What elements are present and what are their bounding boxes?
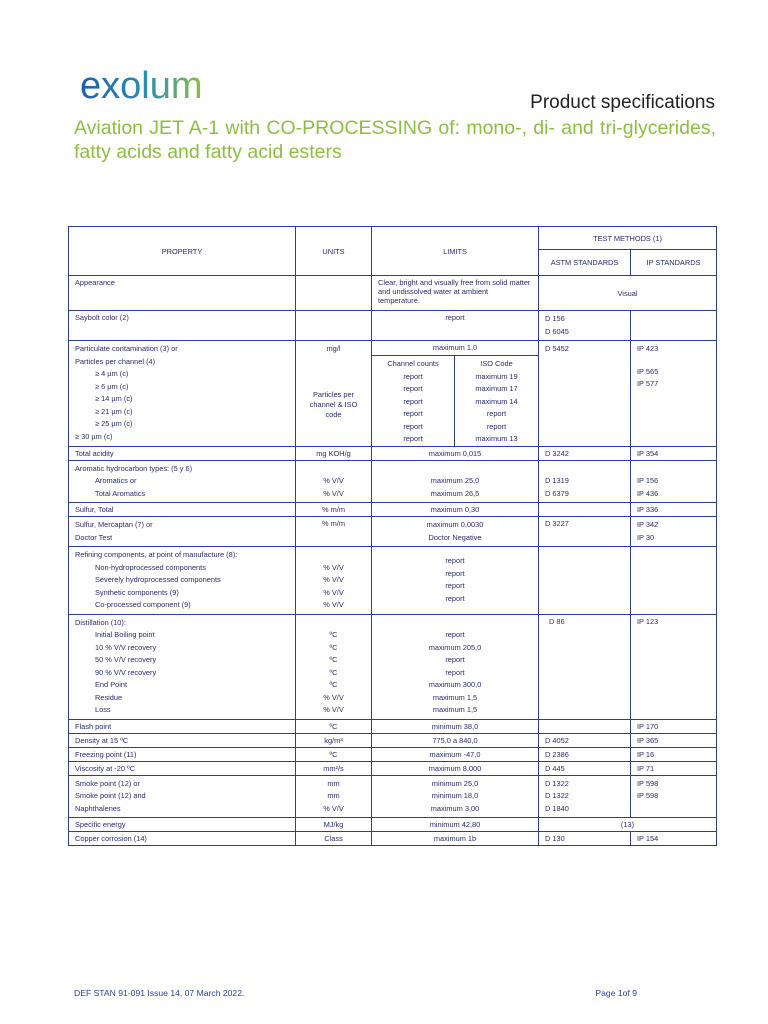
channel-value: report	[403, 396, 423, 406]
cell-property	[69, 614, 296, 719]
astm-line: D 1840	[545, 803, 569, 813]
limits-line: report	[445, 593, 465, 603]
cell-astm	[539, 503, 631, 517]
property-line: Aromatic hydrocarbon types: (5 y 6)	[75, 463, 193, 473]
channel-value: report	[403, 421, 423, 431]
property-line: Aromatics or	[95, 476, 137, 485]
cell-limits: minimum 38,0	[372, 719, 539, 733]
header-ip: IP STANDARDS	[631, 250, 717, 276]
cell-property	[69, 517, 296, 547]
iso-header: ISO Code	[480, 359, 513, 368]
table-row	[69, 276, 717, 311]
cell-ip: IP 336	[631, 503, 717, 517]
property-line: Sulfur, Mercaptan (7) or	[75, 520, 153, 529]
limits-line: minimum 18,0	[431, 791, 479, 800]
property-line: Initial Boiling point	[95, 630, 155, 639]
cell-limits: maximum -47,0	[372, 747, 539, 761]
ip-line: IP 577	[637, 379, 659, 388]
property-line: Doctor Test	[75, 532, 113, 542]
cell-limits: 775,0 a 840,0	[372, 733, 539, 747]
cell-methods: (13)	[539, 818, 717, 832]
cell-ip	[631, 547, 717, 615]
units-line: ºC	[329, 680, 338, 689]
limits-line: maximum 205,0	[428, 642, 482, 652]
cell-methods: Visual	[539, 276, 717, 311]
iso-value: report	[486, 409, 507, 418]
cell-limits	[372, 775, 539, 818]
size-line: ≥ 6 µm (c)	[95, 381, 129, 391]
limits-line: maximum 1,5	[432, 692, 478, 702]
logo-text: exolum	[80, 65, 203, 107]
limits-line: report	[445, 630, 465, 639]
cell-astm: D 3242	[539, 446, 631, 460]
property-line: Naphthalenes	[75, 803, 121, 813]
iso-value: maximum 17	[475, 384, 518, 393]
cell-limits: minimum 42,80	[372, 818, 539, 832]
channel-header: Channel counts	[387, 359, 439, 368]
cell-astm	[539, 341, 631, 447]
property-line: 90 % V/V recovery	[95, 667, 157, 677]
cell-units	[296, 460, 372, 503]
astm-line: D 156	[545, 314, 565, 323]
footer-reference: DEF STAN 91-091 Issue 14, 07 March 2022.	[74, 988, 245, 998]
limits-line: maximum 25,0	[430, 476, 480, 485]
size-line: ≥ 30 µm (c)	[75, 431, 113, 441]
header-property: PROPERTY	[69, 227, 296, 276]
units-line: % V/V	[323, 705, 344, 714]
cell-units	[296, 311, 372, 341]
cell-limits	[372, 614, 539, 719]
ip-line: IP 342	[637, 520, 659, 529]
table-row	[69, 311, 717, 341]
cell-units	[296, 775, 372, 818]
astm-line: D 1319	[545, 476, 569, 485]
cell-property: Saybolt color (2)	[69, 311, 296, 341]
channel-value: report	[403, 384, 423, 393]
cell-astm	[539, 719, 631, 733]
cell-astm: D 2386	[539, 747, 631, 761]
header-test-methods: TEST METHODS (1)	[539, 227, 717, 250]
cell-units: mm²/s	[296, 761, 372, 775]
cell-limits: report	[372, 311, 539, 341]
property-line: 10 % V/V recovery	[95, 642, 157, 652]
ip-line: IP 436	[637, 488, 659, 498]
units-line: % V/V	[323, 803, 344, 813]
cell-units: mg KOH/g	[296, 446, 372, 460]
cell-astm: D 86	[539, 614, 631, 719]
channel-value: report	[403, 434, 423, 443]
property-line: 50 % V/V recovery	[95, 655, 157, 664]
cell-property: Specific energy	[69, 818, 296, 832]
units-line: mg/l	[326, 344, 341, 353]
units-line: % V/V	[323, 692, 344, 702]
cell-ip	[631, 775, 717, 818]
units-line: % V/V	[323, 488, 344, 498]
cell-property	[69, 775, 296, 818]
limits-line: maximum 26,5	[430, 488, 480, 498]
cell-ip	[631, 517, 717, 547]
limits-line: maximum 1,5	[432, 705, 478, 714]
limits-line: maximum 300,0	[428, 680, 482, 689]
channel-value: report	[403, 409, 423, 418]
cell-units: Class	[296, 832, 372, 846]
cell-property: Flash point	[69, 719, 296, 733]
units-line: Particles per channel & ISO code	[309, 389, 358, 419]
ip-line: IP 598	[637, 791, 659, 800]
cell-ip	[631, 341, 717, 447]
cell-property: Sulfur, Total	[69, 503, 296, 517]
table-row	[69, 818, 717, 832]
cell-ip: IP 154	[631, 832, 717, 846]
units-line: ºC	[329, 655, 338, 664]
astm-line: D 6379	[545, 488, 569, 498]
units-line: mm	[327, 791, 340, 800]
astm-line: D 6045	[545, 326, 569, 336]
cell-units	[296, 547, 372, 615]
property-line: Severely hydroprocessed components	[95, 575, 221, 584]
property-line: Loss	[95, 705, 111, 714]
iso-value: maximum 14	[475, 396, 518, 406]
size-line: ≥ 14 µm (c)	[95, 394, 133, 403]
cell-units: kg/m³	[296, 733, 372, 747]
cell-astm	[539, 460, 631, 503]
table-header-row	[69, 227, 717, 250]
units-line: % V/V	[323, 600, 344, 609]
table-row	[69, 341, 717, 447]
cell-astm	[539, 311, 631, 341]
property-line: End Point	[95, 680, 128, 689]
cell-limits: Clear, bright and visually free from solid matter and undissolved water at ambient temperature.	[372, 276, 539, 311]
property-line: Total Aromatics	[95, 488, 146, 498]
cell-units: % m/m	[296, 503, 372, 517]
size-line: ≥ 21 µm (c)	[95, 406, 133, 416]
page-number: Page 1of 9	[595, 988, 637, 998]
table-row	[69, 547, 717, 615]
cell-limits	[372, 547, 539, 615]
cell-property: Density at 15 ºC	[69, 733, 296, 747]
table-row	[69, 761, 717, 775]
cell-astm: D 3227	[539, 517, 631, 547]
cell-limits: maximum 8,000	[372, 761, 539, 775]
property-line: Refining components, at point of manufacture (8):	[75, 550, 238, 559]
units-line: % V/V	[323, 587, 344, 597]
property-line: Particles per channel (4)	[75, 356, 156, 366]
channel-counts-col	[372, 356, 455, 446]
limits-line: report	[445, 655, 465, 664]
cell-astm: D 4052	[539, 733, 631, 747]
header-limits: LIMITS	[372, 227, 539, 276]
table-row	[69, 747, 717, 761]
cell-property: Appearance	[69, 276, 296, 311]
ip-line: IP 156	[637, 476, 659, 485]
table-row	[69, 775, 717, 818]
units-line: ºC	[329, 642, 338, 652]
astm-line: D 1322	[545, 778, 569, 788]
iso-value: report	[486, 421, 507, 431]
limits-line: report	[445, 581, 465, 590]
units-line: % V/V	[323, 575, 344, 584]
limits-line: maximum 0,0030	[426, 520, 484, 529]
property-line: Co-processed component (9)	[95, 600, 191, 609]
size-line: ≥ 4 µm (c)	[95, 369, 129, 378]
cell-astm: D 445	[539, 761, 631, 775]
cell-astm	[539, 547, 631, 615]
ip-line: IP 30	[637, 532, 655, 542]
cell-property	[69, 460, 296, 503]
limits-line: Doctor Negative	[428, 532, 482, 542]
table-row	[69, 719, 717, 733]
cell-astm	[539, 775, 631, 818]
cell-ip: IP 16	[631, 747, 717, 761]
cell-property	[69, 547, 296, 615]
cell-ip: IP 365	[631, 733, 717, 747]
astm-line: D 1322	[545, 791, 569, 800]
property-line: Particulate contamination (3) or	[75, 344, 178, 353]
cell-property	[69, 341, 296, 447]
limits-line: report	[445, 667, 465, 677]
units-line: mm	[327, 778, 340, 788]
property-line: Residue	[95, 692, 123, 702]
iso-value: maximum 13	[475, 434, 518, 443]
cell-units: MJ/kg	[296, 818, 372, 832]
limits-line: maximum 1,0	[372, 341, 538, 356]
cell-limits: maximum 0,30	[372, 503, 539, 517]
units-line: ºC	[329, 667, 338, 677]
document-title: Product specifications	[530, 92, 715, 113]
cell-property: Viscosity at -20 ºC	[69, 761, 296, 775]
property-line: Smoke point (12) and	[75, 791, 146, 800]
cell-property: Total acidity	[69, 446, 296, 460]
cell-units: % m/m	[296, 517, 372, 547]
ip-line: IP 423	[637, 344, 659, 353]
cell-limits	[372, 460, 539, 503]
header-astm: ASTM STANDARDS	[539, 250, 631, 276]
table-row	[69, 733, 717, 747]
cell-ip	[631, 311, 717, 341]
cell-astm: D 130	[539, 832, 631, 846]
table-row	[69, 614, 717, 719]
cell-units: ºC	[296, 719, 372, 733]
table-row	[69, 460, 717, 503]
cell-ip: IP 71	[631, 761, 717, 775]
cell-units	[296, 614, 372, 719]
cell-ip: IP 354	[631, 446, 717, 460]
units-line: ºC	[329, 630, 338, 639]
cell-limits: maximum 1b	[372, 832, 539, 846]
astm-line: D 5452	[545, 344, 569, 353]
limits-line: minimum 25,0	[431, 778, 479, 788]
property-line: Smoke point (12) or	[75, 778, 140, 788]
iso-code-col	[455, 356, 538, 446]
exolum-logo-svg	[80, 64, 240, 108]
property-line: Non-hydroprocessed components	[95, 562, 206, 572]
property-line: Synthetic components (9)	[95, 587, 179, 597]
header-units: UNITS	[296, 227, 372, 276]
cell-limits	[372, 341, 539, 447]
table-row	[69, 832, 717, 846]
cell-limits	[372, 517, 539, 547]
cell-units: ºC	[296, 747, 372, 761]
exolum-logo	[80, 64, 240, 108]
specifications-table	[68, 226, 717, 846]
limits-line: maximum 3,00	[430, 803, 480, 813]
cell-ip	[631, 460, 717, 503]
ip-line: IP 565	[637, 366, 659, 376]
size-line: ≥ 25 µm (c)	[95, 419, 133, 428]
cell-units	[296, 276, 372, 311]
table-row	[69, 503, 717, 517]
limits-line: report	[445, 556, 465, 565]
cell-property: Freezing point (11)	[69, 747, 296, 761]
property-line: Distillation (10):	[75, 617, 126, 627]
cell-ip: IP 123	[631, 614, 717, 719]
table-row	[69, 517, 717, 547]
units-line: % V/V	[323, 476, 344, 485]
channel-value: report	[403, 371, 423, 381]
table-row	[69, 446, 717, 460]
channel-iso-grid	[372, 356, 538, 446]
iso-value: maximum 19	[475, 371, 518, 381]
cell-property: Copper corrosion (14)	[69, 832, 296, 846]
ip-line: IP 598	[637, 778, 659, 788]
cell-units	[296, 341, 372, 447]
cell-ip: IP 170	[631, 719, 717, 733]
units-line: % V/V	[323, 562, 344, 572]
cell-limits: maximum 0,015	[372, 446, 539, 460]
product-subtitle: Aviation JET A-1 with CO-PROCESSING of: mono-, di- and tri-glycerides, fatty acids and fatty acid esters	[74, 117, 716, 163]
limits-line: report	[445, 568, 465, 578]
